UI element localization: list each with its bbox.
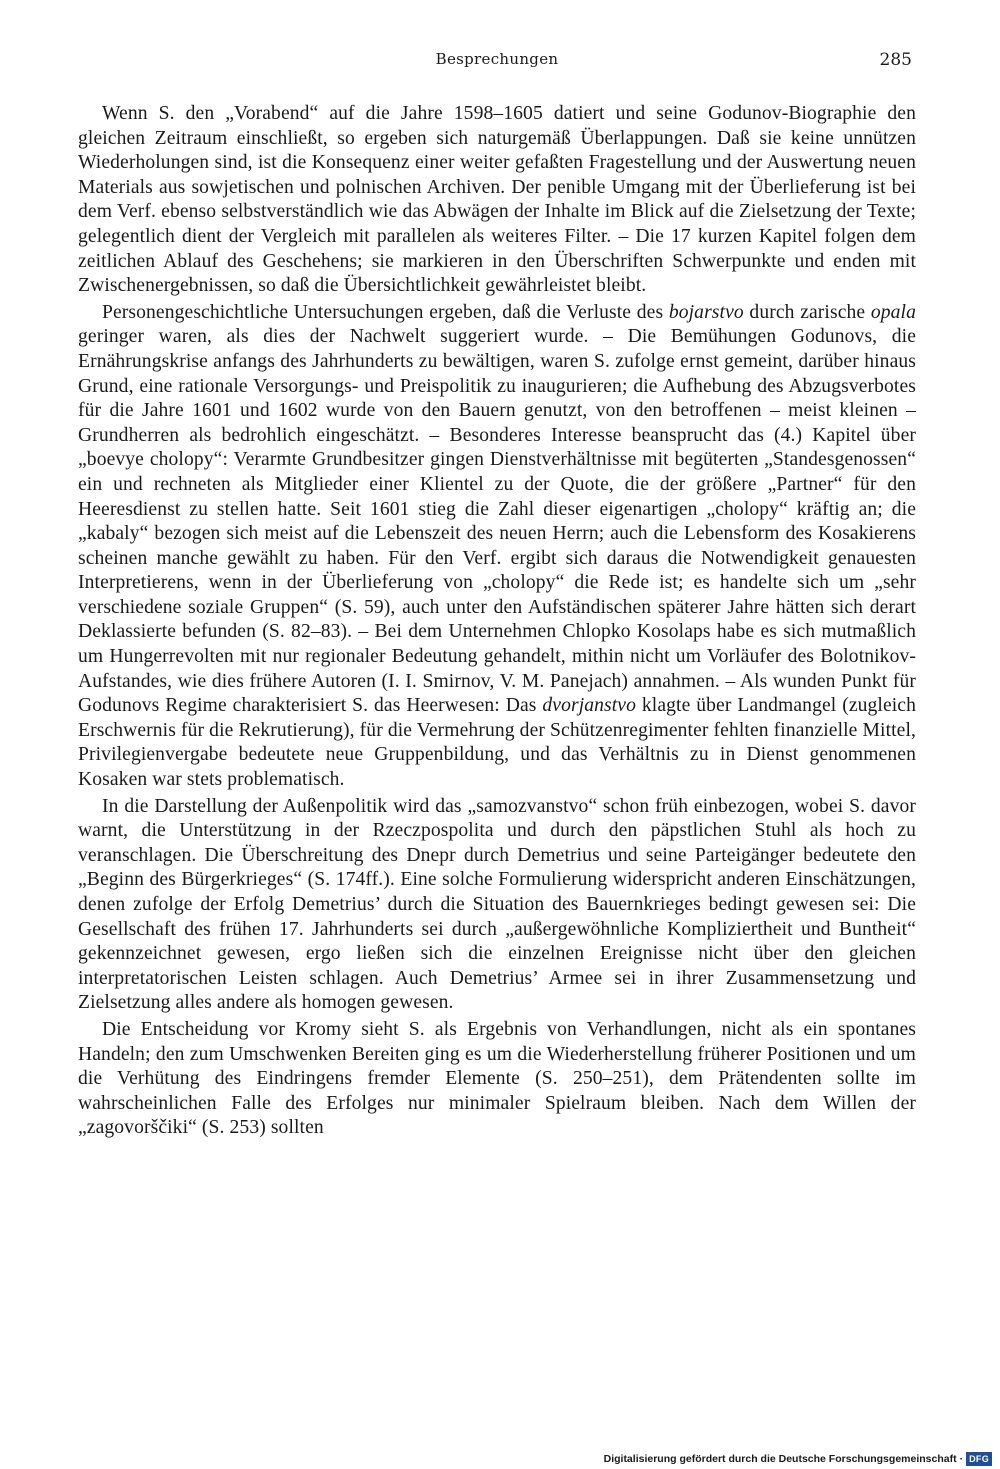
dfg-logo-icon: DFG xyxy=(966,1452,992,1466)
page-header xyxy=(78,50,916,76)
italic-term-dvorjanstvo: dvorjanstvo xyxy=(542,695,636,717)
paragraph-2 xyxy=(78,301,916,793)
paragraph-3 xyxy=(78,795,916,1016)
text-run: klagte über Landmangel (zugleich Erschwernis für die Rekrutierung), für die Vermehrung der Schützenregimenter fehlten finanzielle Mittel, Privilegienvergabe bedeutete neue Gruppenbildung, und das Verhältnis zu in Dienst genommenen Kosaken war stets problematisch. xyxy=(78,695,916,791)
digitization-credit xyxy=(604,1451,992,1467)
text-run: durch zarische xyxy=(743,301,871,323)
page-number: 285 xyxy=(879,50,912,70)
text-run: Die Entscheidung vor Kromy sieht S. als Ergebnis von Verhandlungen, nicht als ein spontanes Handeln; den zum Umschwenken Bereiten ging es um die Wiederherstellung früherer Positionen und um die Verhütung des Eindringens fremder Elemente (S. 250–251), dem Prätendenten sollte im wahrscheinlichen Falle des Erfolges nur minimaler Spielraum bleiben. Nach dem Willen der „zagovorščiki“ (S. 253) sollten xyxy=(78,1018,916,1139)
credit-text: Digitalisierung gefördert durch die Deutsche Forschungsgemeinschaft xyxy=(603,1453,957,1465)
text-run: geringer waren, als dies der Nachwelt suggeriert wurde. – Die Bemühungen Godunovs, die Ernährungskrise anfangs des Jahrhunderts zu bewältigen, waren S. zufolge ernst gemeint, darüber hinaus Grund, eine rationale Versorgungs- und Preispolitik zu inaugurieren; die Aufhebung des Abzugsverbotes für die Jahre 1601 und 1602 wurde von den Bauern genutzt, von den betroffenen – meist kleinen – Grundherren als bedrohlich eingeschätzt. – Besonderes Interesse beansprucht das (4.) Kapitel über „boevye cholopy“: Verarmte Grundbesitzer gingen Dienstverhältnisse mit begüterten „Standesgenossen“ ein und rechneten als Mitglieder einer Klientel zu der Quote, die der größere „Partner“ für den Heeresdienst zu stellen hatte. Seit 1601 stieg die Zahl dieser eigenartigen „cholopy“ kräftig an; die „kabaly“ bezogen sich meist auf die Lebenszeit des neuen Herrn; auch die Lebensform des Kosakierens scheinen manche gewählt zu haben. Für den Verf. ergibt sich daraus die Notwendigkeit genauesten Interpretierens, wenn in der Überlieferung von „cholopy“ die Rede ist; es handelte sich um „sehr verschiedene soziale Gruppen“ (S. 59), auch unter den Aufständischen späterer Jahre hätten sich derart Deklassierte befunden (S. 82–83). – Bei dem Unternehmen Chlopko Kosolaps habe es sich mutmaßlich um Hungerrevolten mit nur regionaler Bedeutung gehandelt, mithin nicht um Vorläufer des Bolotnikov-Aufstandes, wie dies frühere Autoren (I. I. Smirnov, V. M. Panejach) annahmen. – Als wunden Punkt für Godunovs Regime charakterisiert S. das Heerwesen: Das xyxy=(78,326,916,717)
text-run: Wenn S. den „Vorabend“ auf die Jahre 1598–1605 datiert und seine Godunov-Biographie den gleichen Zeitraum einschließt, so ergeben sich naturgemäß Überlappungen. Daß sie keine unnützen Wiederholungen sind, ist die Konsequenz einer weiter gefaßten Fragestellung und der Auswertung neuen Materials aus sowjetischen und polnischen Archiven. Der penible Umgang mit der Überlieferung ist bei dem Verf. ebenso selbstverständlich wie das Abwägen der Inhalte im Blick auf die Zielsetzung der Texte; gelegentlich dient der Vergleich mit parallelen als weiteres Filter. – Die 17 kurzen Kapitel folgen dem zeitlichen Ablauf des Geschehens; sie markieren in den Überschriften Schwerpunkte und enden mit Zwischenergebnissen, so daß die Übersichtlichkeit gewährleistet bleibt. xyxy=(78,103,916,297)
text-run: Personengeschichtliche Untersuchungen ergeben, daß die Verluste des xyxy=(102,301,669,323)
paragraph-1 xyxy=(78,102,916,299)
italic-term-opala: opala xyxy=(870,301,916,323)
running-head: Besprechungen xyxy=(435,50,559,68)
body-text xyxy=(78,102,916,1143)
paragraph-4 xyxy=(78,1018,916,1141)
italic-term-bojarstvo: bojarstvo xyxy=(668,301,744,323)
text-run: In die Darstellung der Außenpolitik wird das „samozvanstvo“ schon früh einbezogen, wobei S. davor warnt, die Unterstützung in der Rzeczpospolita und durch den päpstlichen Stuhl als hoch zu veranschlagen. Die Überschreitung des Dnepr durch Demetrius und seine Parteigänger bedeutete den „Beginn des Bürgerkrieges“ (S. 174ff.). Eine solche Formulierung widerspricht anderen Einschätzungen, denen zufolge der Erfolg Demetrius’ durch die Situation des Bauernkrieges bedingt gewesen sei: Die Gesellschaft des frühen 17. Jahrhunderts sei durch „außergewöhnliche Kompliziertheit und Buntheit“ gekennzeichnet gewesen, ergo ließen sich die einzelnen Ereignisse nicht über den gleichen interpretatorischen Leisten schlagen. Auch Demetrius’ Armee sei in ihrer Zusammensetzung und Zielsetzung alles andere als homogen gewesen. xyxy=(78,795,916,1014)
credit-separator: · xyxy=(959,1453,964,1465)
